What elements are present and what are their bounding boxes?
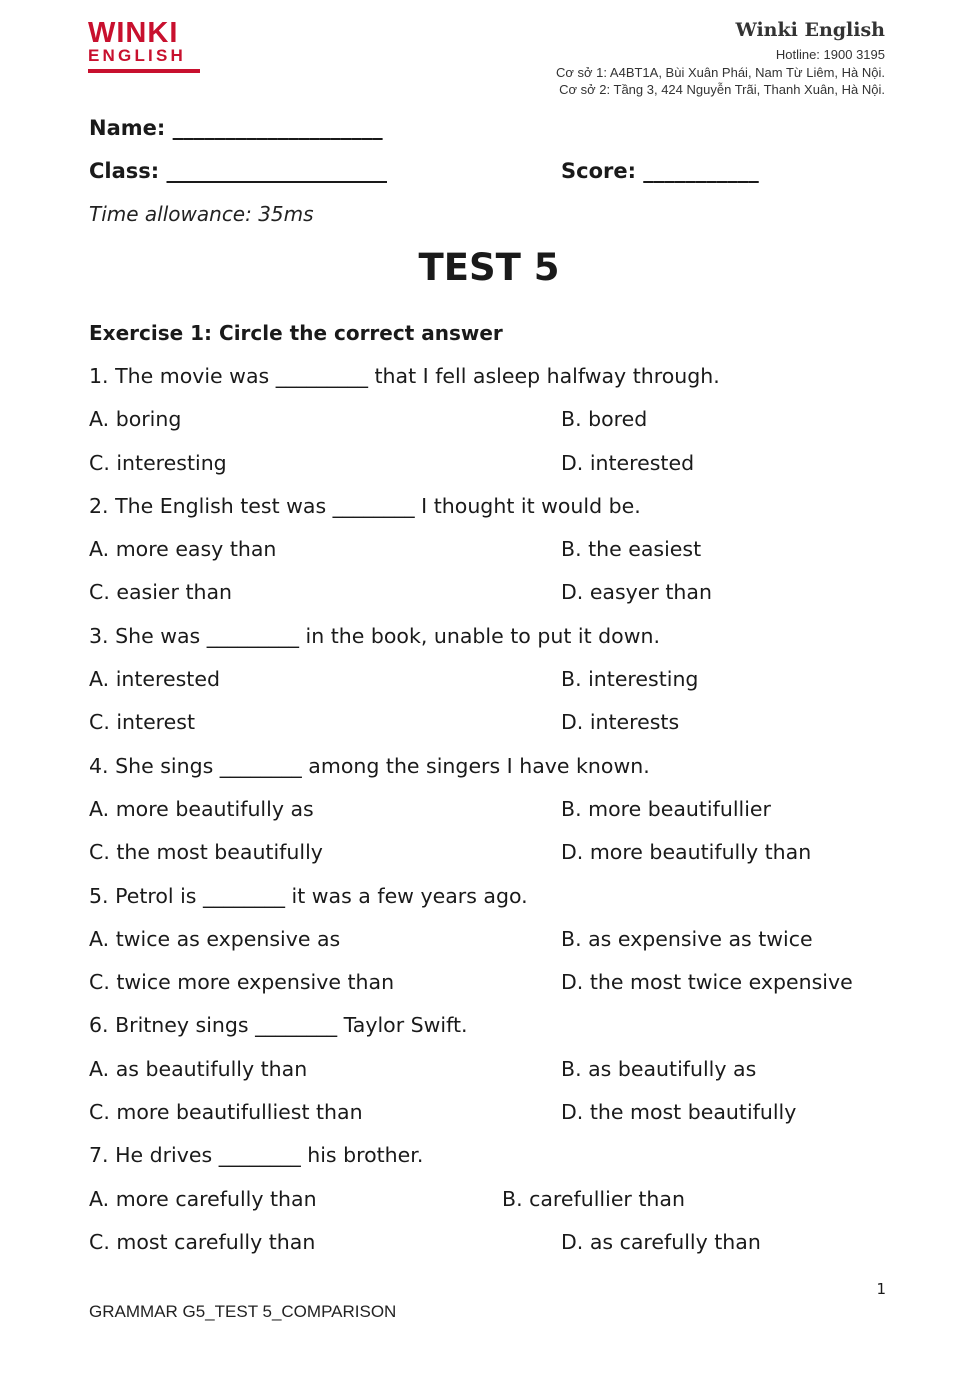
address-1: Cơ sở 1: A4BT1A, Bùi Xuân Phái, Nam Từ Liêm, Hà Nội.: [556, 65, 885, 80]
q1-option-d[interactable]: D. interested: [561, 450, 695, 475]
q6-option-d[interactable]: D. the most beautifully: [561, 1100, 797, 1125]
options-row: [89, 1183, 889, 1226]
options-row: [89, 923, 889, 966]
question-6: 6. Britney sings ________ Taylor Swift.: [89, 1013, 468, 1038]
options-row: [89, 966, 889, 1009]
q3-option-b[interactable]: B. interesting: [561, 667, 699, 692]
q3-option-a[interactable]: A. interested: [89, 667, 220, 692]
brand-name: Winki English: [735, 19, 885, 41]
q6-option-a[interactable]: A. as beautifully than: [89, 1056, 308, 1081]
hotline: Hotline: 1900 3195: [775, 47, 885, 62]
question-4: 4. She sings ________ among the singers I have known.: [89, 753, 650, 778]
page-number: 1: [876, 1280, 886, 1298]
time-allowance: Time allowance: 35ms: [89, 202, 314, 226]
options-row: [89, 1226, 889, 1269]
q5-option-d[interactable]: D. the most twice expensive: [561, 970, 853, 995]
options-row: [89, 533, 889, 576]
logo-text-top: WINKI: [88, 17, 179, 49]
q5-option-c[interactable]: C. twice more expensive than: [89, 970, 395, 995]
q4-option-a[interactable]: A. more beautifully as: [89, 796, 314, 821]
options-row: [89, 403, 889, 446]
q6-option-b[interactable]: B. as beautifully as: [561, 1056, 757, 1081]
options-row: [89, 447, 889, 490]
winki-logo: [88, 17, 202, 73]
question-1: 1. The movie was _________ that I fell asleep halfway through.: [89, 364, 720, 388]
options-row: [89, 1053, 889, 1096]
question-3: 3. She was _________ in the book, unable to put it down.: [89, 623, 660, 648]
q4-option-d[interactable]: D. more beautifully than: [561, 840, 812, 865]
options-row: [89, 793, 889, 836]
options-row: [89, 836, 889, 879]
options-row: [89, 706, 889, 749]
q5-option-b[interactable]: B. as expensive as twice: [561, 926, 813, 951]
q4-option-c[interactable]: C. the most beautifully: [89, 840, 323, 865]
q2-option-c[interactable]: C. easier than: [89, 580, 233, 605]
options-row: [89, 1096, 889, 1139]
test-title: TEST 5: [418, 246, 560, 289]
question-5: 5. Petrol is ________ it was a few years ago.: [89, 883, 528, 908]
footer-label: GRAMMAR G5_TEST 5_COMPARISON: [89, 1302, 397, 1321]
logo-text-bottom: ENGLISH: [88, 46, 186, 65]
q1-option-a[interactable]: A. boring: [89, 407, 182, 432]
name-field: Name: ____________________: [89, 116, 383, 140]
question-7: 7. He drives ________ his brother.: [89, 1143, 424, 1168]
q2-option-d[interactable]: D. easyer than: [561, 580, 712, 605]
score-field: Score: ___________: [561, 159, 759, 183]
q7-option-b[interactable]: B. carefullier than: [502, 1186, 685, 1211]
question-2: 2. The English test was ________ I thought it would be.: [89, 493, 641, 518]
exercise-title: Exercise 1: Circle the correct answer: [89, 321, 503, 345]
q1-option-c[interactable]: C. interesting: [89, 450, 227, 475]
q5-option-a[interactable]: A. twice as expensive as: [89, 926, 341, 951]
q3-option-c[interactable]: C. interest: [89, 710, 195, 735]
q1-option-b[interactable]: B. bored: [561, 407, 648, 432]
q4-option-b[interactable]: B. more beautifullier: [561, 796, 771, 821]
q6-option-c[interactable]: C. more beautifulliest than: [89, 1100, 363, 1125]
header-contact: [556, 18, 885, 98]
q7-option-c[interactable]: C. most carefully than: [89, 1229, 316, 1254]
options-row: [89, 663, 889, 706]
exercise-1: [89, 316, 889, 1269]
q2-option-b[interactable]: B. the easiest: [561, 537, 702, 562]
q2-option-a[interactable]: A. more easy than: [89, 537, 277, 562]
address-2: Cơ sở 2: Tầng 3, 424 Nguyễn Trãi, Thanh Xuân, Hà Nội.: [559, 82, 885, 97]
options-row: [89, 576, 889, 619]
q3-option-d[interactable]: D. interests: [561, 710, 680, 735]
class-field: Class: _____________________: [89, 159, 387, 183]
logo-underline: [88, 69, 200, 73]
q7-option-d[interactable]: D. as carefully than: [561, 1229, 761, 1254]
q7-option-a[interactable]: A. more carefully than: [89, 1186, 317, 1211]
